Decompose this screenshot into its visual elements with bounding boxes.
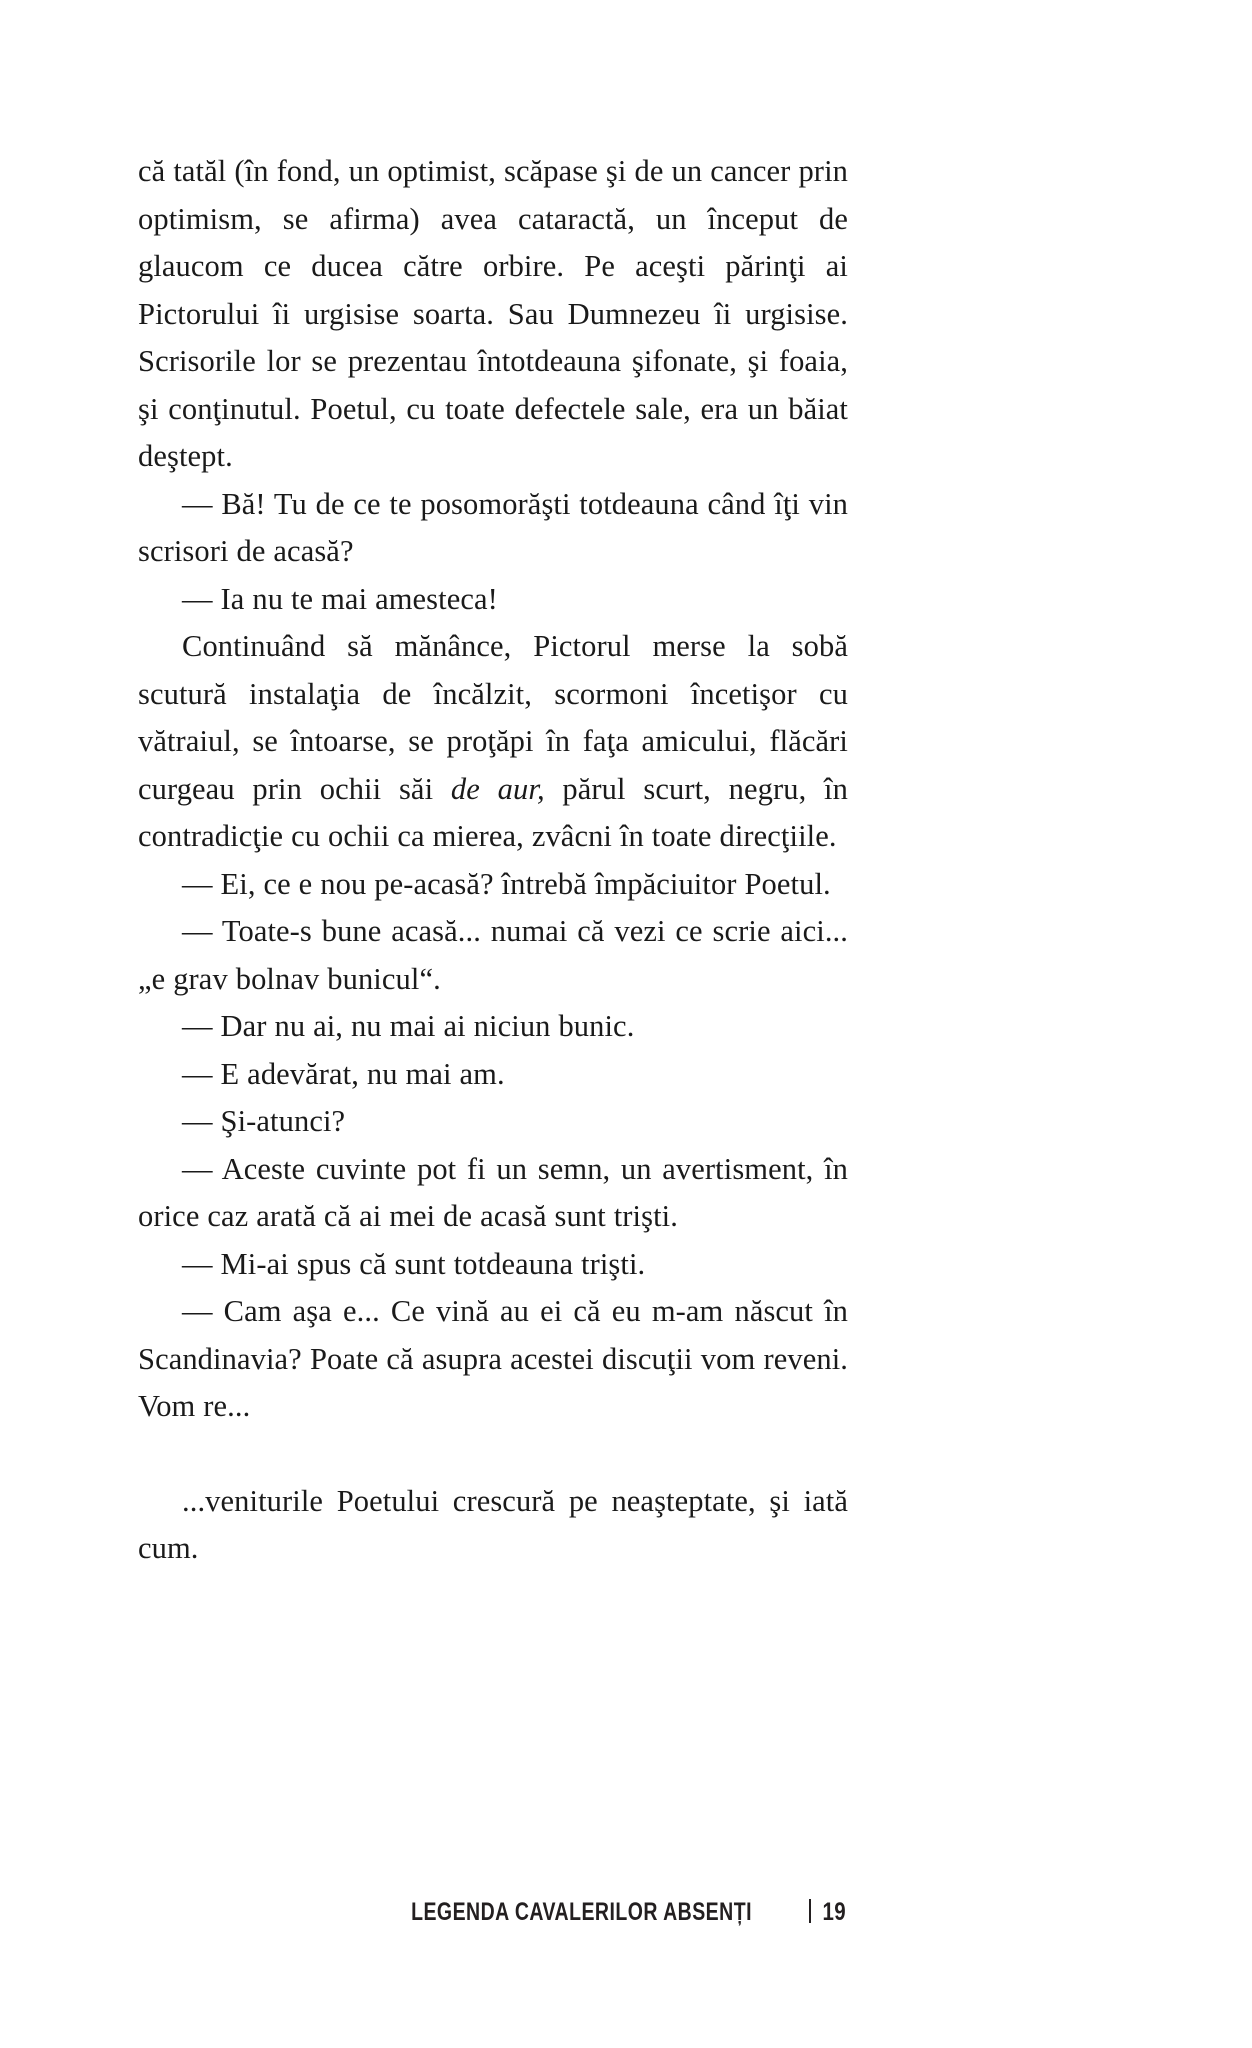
paragraph-1: că tatăl (în fond, un optimist, scăpase şi de un cancer prin optimism, se afirma) avea cataractă, un început de glaucom ce ducea către orbire. Pe aceşti părinţi ai Pictorului îi urgisise soarta. Sau Dumnezeu îi urgisise. Scrisorile lor se prezentau întotdeauna şifonate, şi foaia, şi conţinutul. Poetul, cu toate defectele sale, era un băiat deştept. xyxy=(138,154,848,473)
paragraph-3: — Ia nu te mai amesteca! xyxy=(182,581,498,616)
paragraph-4-text-before-italic: Continuând să mănânce, Pictorul merse la sobă scutură instalaţia de încălzit, scormoni încetişor cu vătraiul, se întoarse, se proţăpi în faţa amicului, flăcări curgeau prin ochii săi xyxy=(138,629,848,806)
footer-separator-rule xyxy=(809,1899,811,1923)
page-footer xyxy=(138,1896,848,1927)
paragraph-break-spacer xyxy=(138,1431,848,1478)
paragraph-11: — Mi-ai spus că sunt totdeauna trişti. xyxy=(182,1246,646,1281)
paragraph-4 xyxy=(138,623,848,861)
paragraph-4-italic-phrase: de aur, xyxy=(450,771,545,806)
paragraph-12: — Cam aşa e... Ce vină au ei că eu m-am născut în Scandinavia? Poate că asupra acestei discuţii vom reveni. Vom re... xyxy=(138,1294,848,1423)
footer-page-number: 19 xyxy=(822,1898,846,1926)
page-text-block xyxy=(138,148,848,1573)
paragraph-9: — Şi-atunci? xyxy=(182,1104,346,1138)
paragraph-6: — Toate-s bune acasă... numai că vezi ce scrie aici... „e grav bolnav bunicul“. xyxy=(138,914,848,996)
paragraph-4-text-after-italic: părul scurt, negru, în contradicţie cu ochii ca mierea, zvâcni în toate direcţiile. xyxy=(138,771,848,853)
paragraph-8: — E adevărat, nu mai am. xyxy=(182,1056,505,1091)
paragraph-5: — Ei, ce e nou pe-acasă? întrebă împăciuitor Poetul. xyxy=(182,866,831,901)
paragraph-7: — Dar nu ai, nu mai ai niciun bunic. xyxy=(182,1009,635,1043)
footer-book-title: LEGENDA CAVALERILOR ABSENȚI xyxy=(410,1898,752,1926)
paragraph-13: ...veniturile Poetului crescură pe neaşteptate, şi iată cum. xyxy=(138,1483,848,1565)
paragraph-2: — Bă! Tu de ce te posomorăşti totdeauna când îţi vin scrisori de acasă? xyxy=(138,486,848,568)
paragraph-10: — Aceste cuvinte pot fi un semn, un avertisment, în orice caz arată că ai mei de acasă sunt trişti. xyxy=(138,1151,848,1233)
